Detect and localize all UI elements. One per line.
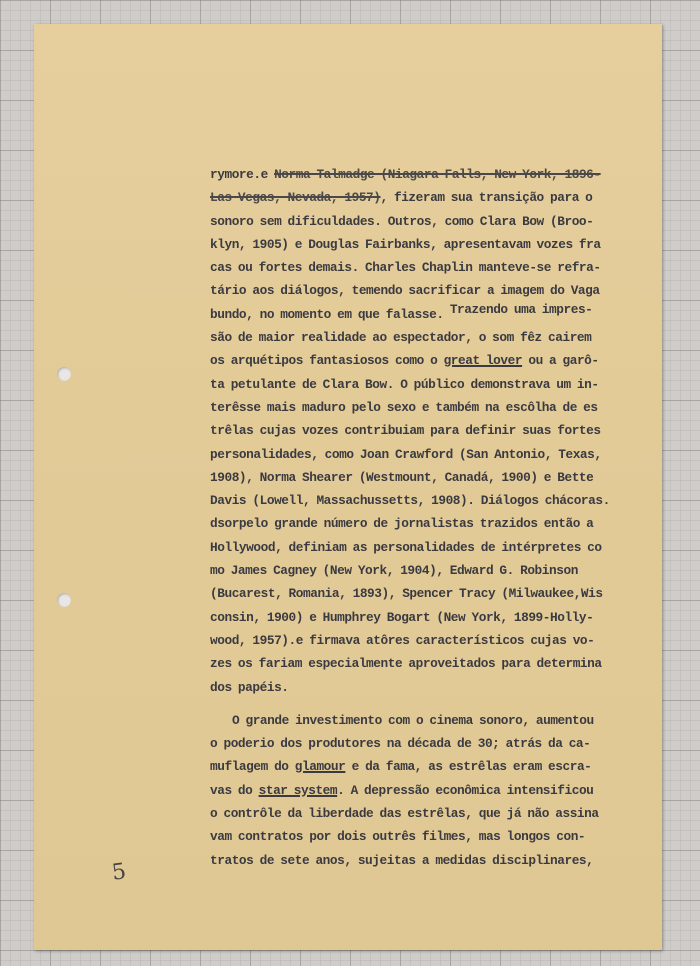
typed-page: [34, 24, 662, 950]
text-segment: consin, 1900) e Humphrey Bogart (New York, 1899-Holly-: [210, 609, 594, 625]
text-line: [210, 326, 630, 349]
text-segment: dos papéis.: [210, 679, 289, 695]
underlined-text: glamour: [294, 759, 346, 775]
text-line: [210, 279, 630, 302]
text-line: [210, 606, 630, 629]
typewritten-text: [210, 163, 630, 872]
text-segment: ou a garô-: [522, 353, 599, 369]
text-segment: os arquétipos fantasiosos como o: [210, 353, 444, 369]
punch-hole: [57, 367, 71, 381]
text-line: [210, 755, 630, 778]
text-segment: O grande investimento com o cinema sonoro, aumentou: [232, 712, 594, 728]
text-segment: (Bucarest, Romania, 1893), Spencer Tracy (Milwaukee,Wis: [210, 586, 603, 602]
text-line: [210, 349, 630, 372]
text-line: [210, 233, 630, 256]
underlined-text: great lover: [443, 353, 523, 369]
text-line: [210, 396, 630, 419]
text-segment: zes os fariam especialmente aproveitados para determina: [210, 656, 602, 672]
paragraph-break: [210, 699, 630, 709]
text-line: [210, 709, 630, 732]
text-segment: tário aos diálogos, temendo sacrificar a imagem do Vaga: [210, 283, 600, 299]
text-line: [210, 163, 630, 186]
text-line: [210, 559, 630, 582]
text-line: [210, 303, 630, 326]
text-segment: klyn, 1905) e Douglas Fairbanks, apresentavam vozes fra: [210, 236, 601, 252]
text-line: [210, 629, 630, 652]
text-segment: rymore.e: [210, 167, 275, 182]
text-line: [210, 489, 630, 512]
text-segment: personalidades, como Joan Crawford (San Antonio, Texas,: [210, 446, 602, 462]
text-segment: e da fama, as estrêlas eram escra-: [345, 759, 592, 775]
text-segment: 1908), Norma Shearer (Westmount, Canadá, 1900) e Bette: [210, 469, 594, 485]
text-line: [210, 676, 630, 699]
text-line: [210, 652, 630, 675]
text-line: [210, 373, 630, 396]
text-line: [210, 186, 630, 209]
text-segment: , fizeram sua transição para o: [380, 190, 593, 206]
text-segment: bundo, no momento em que falasse.: [210, 306, 450, 322]
text-line: [210, 256, 630, 279]
text-segment: wood, 1957).e firmava atôres característicos cujas vo-: [210, 632, 595, 648]
text-segment: . A depressão econômica intensificou: [337, 782, 594, 798]
text-line: [210, 732, 630, 755]
text-segment: Davis (Lowell, Massachussetts, 1908). Diálogos chácoras.: [210, 493, 610, 509]
text-segment: sonoro sem dificuldades. Outros, como Clara Bow (Broo-: [210, 213, 594, 229]
text-segment: tratos de sete anos, sujeitas a medidas disciplinares,: [210, 852, 594, 868]
struck-text: Norma Talmadge (Niagara Falls, New York, 1896-: [274, 167, 601, 182]
text-segment: trêlas cujas vozes contribuiam para definir suas fortes: [210, 423, 601, 439]
text-segment: mo James Cagney (New York, 1904), Edward G. Robinson: [210, 563, 578, 579]
text-line: [210, 443, 630, 466]
text-line: [210, 210, 630, 233]
text-segment: Hollywood, definiam as personalidades de intérpretes co: [210, 539, 602, 555]
text-segment: vam contratos por dois outrês filmes, mas longos con-: [210, 829, 586, 845]
underlined-text: star system: [258, 782, 338, 798]
handwritten-page-mark: 5: [110, 859, 128, 886]
text-segment: muflagem do: [210, 759, 295, 775]
text-line: [210, 419, 630, 442]
text-segment: o poderio dos produtores na década de 30; atrás da ca-: [210, 736, 591, 752]
text-segment: ta petulante de Clara Bow. O público demonstrava um in-: [210, 376, 599, 392]
text-line: [210, 466, 630, 489]
text-segment: dsorpelo grande número de jornalistas trazidos então a: [210, 516, 594, 532]
text-line: [210, 536, 630, 559]
text-segment: cas ou fortes demais. Charles Chaplin manteve-se refra-: [210, 260, 601, 276]
text-segment: são de maior realidade ao espectador, o som fêz cairem: [210, 330, 592, 346]
text-line: [210, 802, 630, 825]
struck-text: Las Vegas, Nevada, 1957): [210, 190, 381, 206]
text-line: [210, 512, 630, 535]
text-segment: terêsse mais maduro pelo sexo e também na escôlha de es: [210, 399, 598, 415]
text-line: [210, 779, 630, 802]
text-segment: vas do: [210, 782, 259, 798]
text-segment: Trazendo uma impres-: [449, 301, 593, 317]
text-line: [210, 582, 630, 605]
text-line: [210, 825, 630, 848]
punch-hole: [57, 593, 71, 607]
text-line: [210, 849, 630, 872]
text-segment: o contrôle da liberdade das estrêlas, que já não assina: [210, 806, 599, 822]
